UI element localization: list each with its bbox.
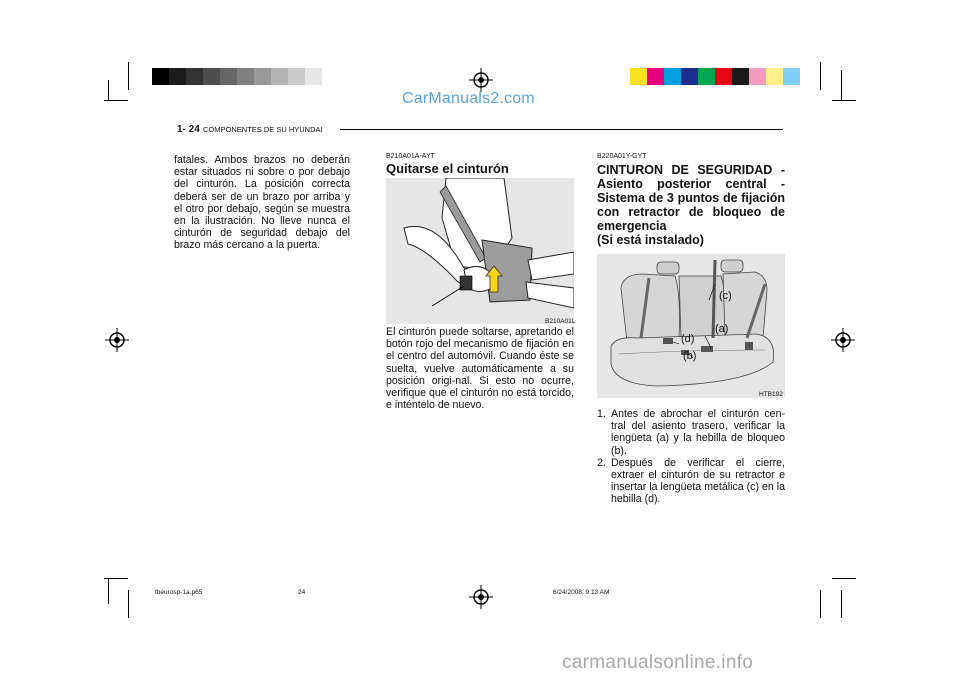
- watermark-top: CarManuals2.com: [402, 90, 535, 107]
- color-swatch: [630, 68, 647, 85]
- watermark-bottom: carmanualsonline.info: [562, 652, 754, 673]
- column2-body: El cinturón puede soltarse, apretando el botón rojo del mecanismo de fijación en el centro del automóvil. Cuando éste se suelta, vuelve automáticamente a su posición origi-nal. Si esto no ocurre, verifique que el cinturón no está torcido, e inténtelo de nuevo.: [386, 326, 574, 412]
- color-swatch: [169, 68, 186, 85]
- color-swatch: [271, 68, 288, 85]
- registration-target-icon: [831, 328, 855, 357]
- step-number: 2.: [597, 456, 606, 469]
- figure-label: B210A01L: [545, 318, 576, 325]
- step-text: Antes de abrochar el cinturón cen-tral del asiento trasero, verificar la lengüeta (a) y la hebilla de bloqueo (b).: [611, 408, 785, 457]
- list-item: [597, 457, 785, 506]
- heading-line: Asiento posterior central -: [597, 177, 785, 191]
- color-swatch: [647, 68, 664, 85]
- section-heading: [597, 163, 785, 247]
- color-swatch: [766, 68, 783, 85]
- callout-a: (a): [715, 323, 729, 335]
- step-number: 1.: [597, 408, 606, 420]
- color-swatch: [254, 68, 271, 85]
- callout-b: (b): [683, 350, 697, 362]
- color-swatch: [305, 68, 322, 85]
- section-heading: Quitarse el cinturón: [386, 161, 509, 176]
- color-swatch: [681, 68, 698, 85]
- heading-line: (Si está instalado): [597, 233, 704, 247]
- footer-timestamp: 6/24/2008, 9:13 AM: [553, 589, 610, 596]
- callout-d: (d): [681, 333, 695, 345]
- unbuckle-illustration: [386, 178, 574, 324]
- callout-c: (c): [719, 290, 732, 302]
- steps-list: [597, 408, 785, 506]
- heading-line: CINTURON DE SEGURIDAD -: [597, 163, 785, 177]
- section-title: COMPONENTES DE SU HYUNDAI: [203, 125, 323, 134]
- color-swatch: [749, 68, 766, 85]
- color-swatch: [237, 68, 254, 85]
- color-swatch: [220, 68, 237, 85]
- list-item: [597, 408, 785, 457]
- color-swatch: [664, 68, 681, 85]
- heading-line: Sistema de 3 puntos de fijación: [597, 191, 785, 205]
- footer-file: tbeurosp-1a.p65: [155, 589, 203, 596]
- rear-seat-illustration: [597, 254, 785, 398]
- color-swatch: [698, 68, 715, 85]
- registration-target-icon: [105, 328, 129, 357]
- header-rule: [340, 129, 783, 130]
- section-code: B210A01A-AYT: [386, 153, 435, 160]
- page-number: 1- 24: [177, 124, 200, 135]
- heading-line: emergencia: [597, 219, 667, 233]
- color-swatch: [732, 68, 749, 85]
- color-swatch: [152, 68, 169, 85]
- heading-line: con retractor de bloqueo de: [597, 205, 785, 219]
- color-swatch: [783, 68, 800, 85]
- section-code: B220A01Y-GYT: [597, 153, 647, 160]
- figure-label: HTB192: [759, 391, 783, 398]
- step-text: Después de verificar el cierre, extraer el cinturón de su retractor e insertar la lengüeta metálica (c) en la hebilla (d).: [611, 456, 785, 506]
- registration-target-icon: [469, 585, 493, 614]
- color-swatch: [203, 68, 220, 85]
- color-swatch: [288, 68, 305, 85]
- color-swatch: [186, 68, 203, 85]
- color-swatch: [715, 68, 732, 85]
- footer-page: 24: [298, 589, 306, 596]
- column1-text: fatales. Ambos brazos no deberán estar situados ni sobre o por debajo del cinturón. La posición correcta deberá ser de un brazo por arriba y el otro por debajo, según se muestra en la ilustración. No lleve nunca el cinturón de seguridad debajo del brazo más cercano a la puerta.: [174, 154, 350, 252]
